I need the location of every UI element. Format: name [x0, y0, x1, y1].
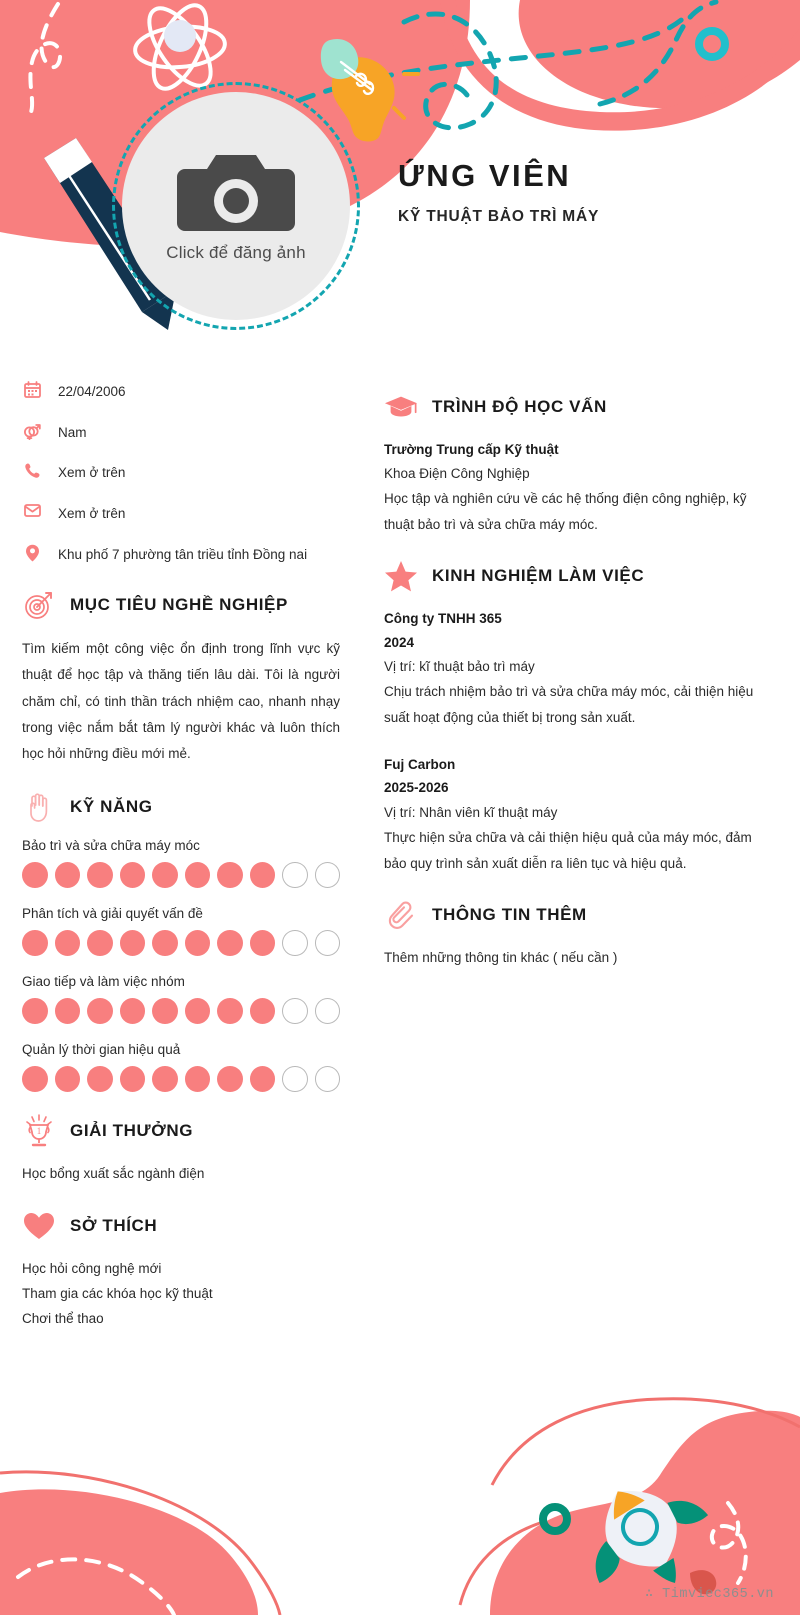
- photo-upload-area[interactable]: [112, 82, 360, 330]
- contact-row-email: [22, 502, 340, 526]
- phone-icon: [22, 461, 42, 479]
- education-description: Học tập và nghiên cứu về các hệ thống điện công nghiệp, kỹ thuật bảo trì và sửa chữa máy móc.: [384, 490, 747, 532]
- skills-section: [22, 790, 340, 1092]
- job-description: Chịu trách nhiệm bảo trì và sửa chữa máy móc, cải thiện hiệu suất hoạt động của thiết bị trong sản xuất.: [384, 684, 754, 726]
- award-item: Học bổng xuất sắc ngành điện: [22, 1165, 205, 1181]
- job-position: Vị trí: Nhân viên kĩ thuật máy: [384, 804, 558, 820]
- contact-value: Xem ở trên: [58, 465, 126, 481]
- contact-row-address: [22, 543, 340, 567]
- email-icon: [22, 502, 42, 518]
- skill-item: [22, 906, 340, 956]
- experience-section: [384, 559, 760, 876]
- trophy-icon: [22, 1114, 56, 1148]
- hand-icon: [22, 790, 56, 824]
- objective-heading: [22, 588, 340, 622]
- contact-value: 22/04/2006: [58, 384, 126, 399]
- cv-header: [0, 0, 800, 352]
- header-text-block: [398, 158, 599, 226]
- graduation-cap-icon: [384, 390, 418, 424]
- section-title: TRÌNH ĐỘ HỌC VẤN: [432, 397, 607, 416]
- location-icon: [22, 543, 42, 562]
- section-title: THÔNG TIN THÊM: [432, 905, 587, 925]
- contact-value: Khu phố 7 phường tân triều tỉnh Đồng nai: [58, 546, 308, 562]
- employment-period: 2025-2026: [384, 780, 449, 796]
- svg-text:1: 1: [36, 1125, 42, 1136]
- skill-name: Giao tiếp và làm việc nhóm: [22, 973, 185, 989]
- additional-info-heading: [384, 898, 760, 932]
- contact-row-birthdate: [22, 380, 340, 404]
- experience-entry: [384, 607, 760, 731]
- skill-name: Bảo trì và sửa chữa máy móc: [22, 837, 200, 853]
- hobby-item: Học hỏi công nghệ mới: [22, 1260, 162, 1276]
- skill-name: Quản lý thời gian hiệu quả: [22, 1041, 181, 1057]
- experience-entry: [384, 753, 760, 877]
- skill-item: [22, 838, 340, 888]
- candidate-name: ỨNG VIÊN: [398, 158, 572, 193]
- paperclip-icon: [384, 898, 418, 932]
- hobby-item: Tham gia các khóa học kỹ thuật: [22, 1285, 213, 1301]
- school-name: Trường Trung cấp Kỹ thuật: [384, 442, 559, 457]
- hobbies-heading: [22, 1209, 340, 1243]
- candidate-role: KỸ THUẬT BẢO TRÌ MÁY: [398, 208, 600, 225]
- heart-icon: [22, 1209, 56, 1243]
- skill-rating[interactable]: [22, 930, 340, 956]
- camera-icon: [177, 149, 295, 235]
- job-description: Thực hiện sửa chữa và cải thiện hiệu quả của máy móc, đảm bảo quy trình sản xuất diễn ra liên tục và hiệu quả.: [384, 829, 752, 871]
- hobby-item: Chơi thể thao: [22, 1310, 104, 1326]
- skill-item: [22, 1042, 340, 1092]
- contact-value: Xem ở trên: [58, 505, 126, 521]
- photo-upload-label: Click để đăng ảnh: [166, 243, 306, 262]
- skill-name: Phân tích và giải quyết vấn đề: [22, 905, 203, 921]
- objective-section: [22, 588, 340, 768]
- company-name: Fuj Carbon: [384, 756, 456, 772]
- skill-item: [22, 974, 340, 1024]
- photo-placeholder[interactable]: [122, 92, 350, 320]
- section-title: KINH NGHIỆM LÀM VIỆC: [432, 566, 645, 586]
- company-name: Công ty TNHH 365: [384, 611, 502, 627]
- education-heading: [384, 390, 760, 424]
- skills-heading: [22, 790, 340, 824]
- contact-row-gender: [22, 421, 340, 445]
- skill-rating[interactable]: [22, 1066, 340, 1092]
- section-title: KỸ NĂNG: [70, 796, 153, 816]
- job-position: Vị trí: kĩ thuật bảo trì máy: [384, 659, 535, 675]
- experience-heading: [384, 559, 760, 593]
- awards-section: [22, 1114, 340, 1187]
- left-column: [0, 368, 372, 1336]
- footer-decoration: [0, 1315, 800, 1615]
- star-icon: [384, 559, 418, 593]
- gender-icon: [22, 421, 42, 440]
- additional-info-section: [384, 898, 760, 971]
- section-title: SỞ THÍCH: [70, 1215, 158, 1235]
- hobbies-section: [22, 1209, 340, 1332]
- target-icon: [22, 588, 56, 622]
- contact-section: [22, 380, 340, 566]
- education-section: [384, 390, 760, 537]
- skill-rating[interactable]: [22, 862, 340, 888]
- employment-period: 2024: [384, 634, 415, 650]
- contact-row-phone: [22, 461, 340, 485]
- section-title: GIẢI THƯỞNG: [70, 1120, 194, 1140]
- education-entry: [384, 438, 760, 537]
- contact-value: Nam: [58, 424, 87, 440]
- right-column: [372, 368, 800, 1336]
- major-name: Khoa Điện Công Nghiệp: [384, 465, 530, 481]
- skill-rating[interactable]: [22, 998, 340, 1024]
- objective-text: Tìm kiếm một công việc ổn định trong lĩnh vực kỹ thuật để học tập và thăng tiến lâu dài. Tôi là người chăm chỉ, có tinh thần trách nhiệm cao, nhanh nhạy trong việc nắm bắt tâm lý người khác và luôn thích học hỏi những điều mới mẻ.: [22, 641, 340, 762]
- calendar-icon: [22, 380, 42, 398]
- awards-heading: [22, 1114, 340, 1148]
- site-watermark: ∴ Timviec365.vn: [644, 1587, 774, 1602]
- section-title: MỤC TIÊU NGHỀ NGHIỆP: [70, 595, 288, 615]
- cv-body: [0, 352, 800, 1336]
- additional-info-text: Thêm những thông tin khác ( nếu cần ): [384, 950, 618, 966]
